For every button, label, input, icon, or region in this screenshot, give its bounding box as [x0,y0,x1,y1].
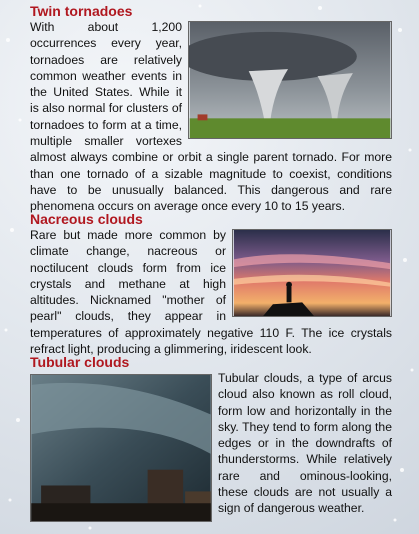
section-title: Nacreous clouds [30,211,143,227]
section-nacreous-clouds [30,211,392,357]
section-body: Tubular clouds, a type of arcus cloud also known as roll cloud, form low and horizontally in the sky. They tend to form along the edges or in the downdrafts of thunderstorms. While relatively rare and ominous-looking, these clouds are not usually a sign of dangerous weather. [218,371,392,516]
tornado-photo [188,21,392,139]
section-body: Rare but made more common by climate change, nacreous or noctilucent clouds form from ice crystals and methane at high altitudes. Nicknamed "mother of pearl" clouds, they appear in temperatures of approximately negative 110 F. The ice crystals refract light, producing a glimmering, iridescent look. [30,228,392,357]
section-twin-tornadoes [30,3,392,215]
section-title: Tubular clouds [30,354,130,370]
section-body: With about 1,200 occurrences every year, tornadoes are relatively common weather events in the United States. While it is also normal for clusters of tornadoes to form at a time, multiple smaller vortexes almost always combine or orbit a single parent tornado. For more than one tornado of a sizable magnitude to coexist, conditions have to be unusually balanced. This dangerous and rare phenomena occurs on average once every 10 to 15 years. [30,20,392,214]
section-title: Twin tornadoes [30,3,133,19]
nacreous-clouds-photo [232,229,392,317]
section-tubular-clouds [30,354,392,522]
tubular-clouds-photo [30,374,212,522]
